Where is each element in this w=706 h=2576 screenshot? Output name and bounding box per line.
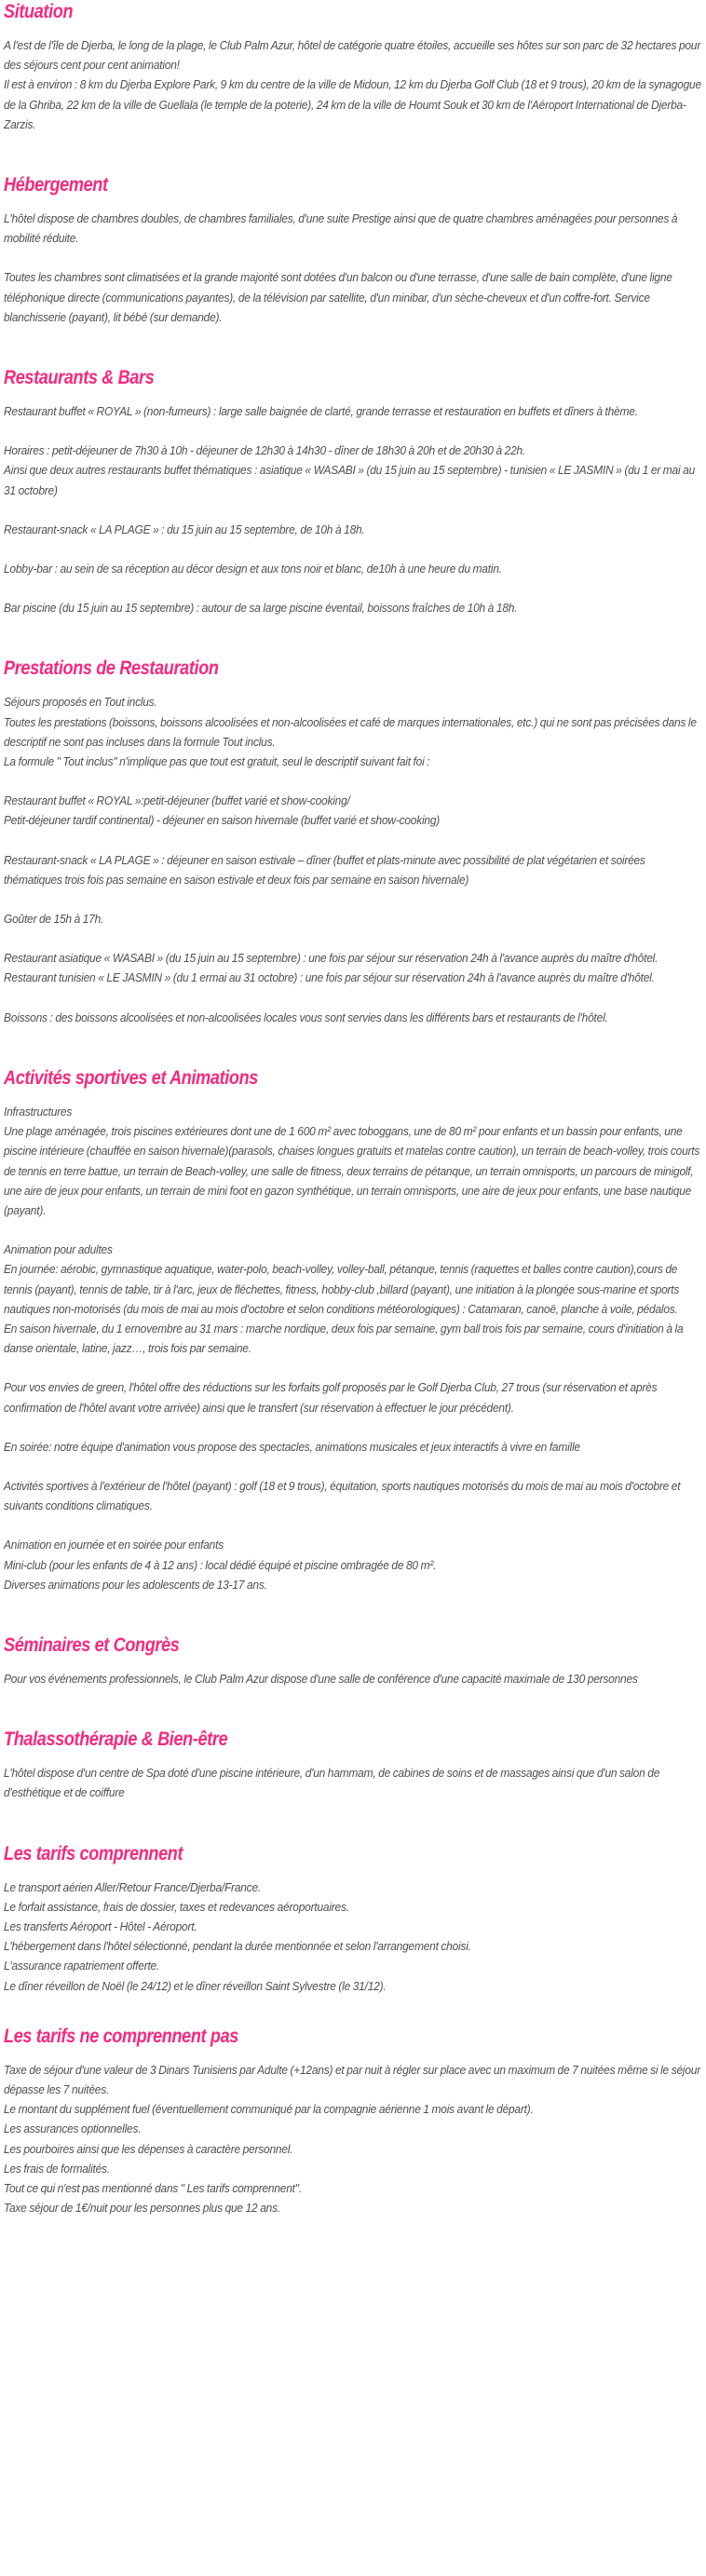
paragraph: Tout ce qui n'est pas mentionné dans " Les tarifs comprennent". bbox=[4, 2181, 302, 2195]
paragraph: Les pourboires ainsi que les dépenses à caractère personnel. bbox=[4, 2141, 293, 2156]
section-heading-thalassotherapie: Thalassothérapie & Bien-être bbox=[4, 1729, 228, 1751]
paragraph: Restaurant-snack « LA PLAGE » : du 15 juin au 15 septembre, de 10h à 18h. bbox=[4, 522, 365, 536]
paragraph: Restaurant buffet « ROYAL »:petit-déjeuner (buffet varié et show-cooking/ bbox=[4, 793, 350, 808]
section-situation bbox=[4, 0, 702, 24]
section-hebergement bbox=[4, 173, 702, 197]
paragraph-subtitle: Infrastructures bbox=[4, 1104, 73, 1119]
section-heading-seminaires-congres: Séminaires et Congrès bbox=[4, 1634, 180, 1656]
section-heading-prestations-restauration: Prestations de Restauration bbox=[4, 658, 219, 680]
paragraph: Mini-club (pour les enfants de 4 à 12 ans) : local dédié équipé et piscine ombragée de 80 m². bbox=[4, 1557, 437, 1572]
section-heading-tarifs-comprennent: Les tarifs comprennent bbox=[4, 1842, 183, 1864]
paragraph: La formule " Tout inclus" n'implique pas que tout est gratuit, seul le descriptif suivant fait foi : bbox=[4, 754, 430, 769]
paragraph: Le transport aérien Aller/Retour France/Djerba/France. bbox=[4, 1879, 261, 1894]
paragraph: Boissons : des boissons alcoolisées et non-alcoolisées locales vous sont servies dans les différents bars et restaurants de l'hôtel. bbox=[4, 1010, 608, 1024]
paragraph: En journée: aérobic, gymnastique aquatique, water-polo, beach-volley, volley-ball, pétanque, tennis (raquettes et balles contre caution),cours de tennis (payant), tennis de table, tir à l'arc, jeux de fléchettes, fitness, hobby-club ,billard (payant), une initiation à la plongée sous-marine et sports nautiques non-motorisés (du mois de mai au mois d'octobre et selon conditions météorologiques) : Catamaran, canoë, planche à voile, pédalos. bbox=[4, 1262, 680, 1316]
paragraph: Le montant du supplément fuel (éventuellement communiqué par la compagnie aérienne 1 mois avant le départ). bbox=[4, 2102, 534, 2117]
section-thalassotherapie bbox=[4, 1728, 702, 1752]
paragraph: Taxe de séjour d'une valeur de 3 Dinars Tunisiens par Adulte (+12ans) et par nuit à régler sur place avec un maximum de 7 nuitées même si le séjour dépasse les 7 nuitées. bbox=[4, 2062, 700, 2096]
paragraph: Le forfait assistance, frais de dossier, taxes et redevances aéroportuaires. bbox=[4, 1899, 349, 1914]
paragraph: Les transferts Aéroport - Hôtel - Aéroport. bbox=[4, 1918, 197, 1933]
paragraph: Restaurant buffet « ROYAL » (non-fumeurs) : large salle baignée de clarté, grande terrasse et restauration en buffets et dîners à thème. bbox=[4, 404, 638, 419]
paragraph: Petit-déjeuner tardif continental) - déjeuner en saison hivernale (buffet varié et show-cooking) bbox=[4, 813, 441, 828]
paragraph: Le dîner réveillon de Noël (le 24/12) et le dîner réveillon Saint Sylvestre (le 31/12). bbox=[4, 1978, 387, 1993]
section-prestations-restauration bbox=[4, 657, 702, 681]
paragraph: Restaurant asiatique « WASABI » (du 15 juin au 15 septembre) : une fois par séjour sur réservation 24h à l'avance auprès du maître d'hôtel. bbox=[4, 951, 658, 966]
paragraph-subtitle: Animation en journée et en soirée pour enfants bbox=[4, 1538, 224, 1552]
paragraph: Ainsi que deux autres restaurants buffet thématiques : asiatique « WASABI » (du 15 juin au 15 septembre) - tunisien « LE JASMIN » (du 1 er mai au 31 octobre) bbox=[4, 463, 696, 497]
paragraph: Pour vos événements professionnels, le Club Palm Azur dispose d'une salle de conférence d'une capacité maximale de 130 personnes bbox=[4, 1671, 638, 1686]
section-tarifs-comprennent bbox=[4, 1842, 702, 1866]
paragraph: Restaurant tunisien « LE JASMIN » (du 1 ermai au 31 octobre) : une fois par séjour sur réservation 24h à l'avance auprès du maître d'hôtel. bbox=[4, 970, 655, 985]
paragraph: L'hôtel dispose d'un centre de Spa doté d'une piscine intérieure, d'un hammam, de cabines de soins et de massages ainsi que d'un salon de d'esthétique et de coiffure bbox=[4, 1766, 660, 1800]
paragraph: Une plage aménagée, trois piscines extérieures dont une de 1 600 m² avec toboggans, une de 80 m² pour enfants et un bassin pour enfants, une piscine intérieure (chauffée en saison hivernale)(parasols, chaises longues gratuits et matelas contre caution), un terrain de beach-volley, trois courts de tennis en terre battue, un terrain de Beach-volley, une salle de fitness, deux terrains de pétanque, un terrain omnisports, un parcours de minigolf, une aire de jeux pour enfants, un terrain de mini foot en gazon synthétique, un terrain omnisports, une aire de jeux pour enfants, une base nautique (payant). bbox=[4, 1124, 700, 1217]
paragraph-subtitle: Animation pour adultes bbox=[4, 1242, 113, 1257]
paragraph: En soirée: notre équipe d'animation vous propose des spectacles, animations musicales et jeux interactifs à vivre en famille bbox=[4, 1439, 580, 1454]
paragraph: Pour vos envies de green, l'hôtel offre des réductions sur les forfaits golf proposés par le Golf Djerba Club, 27 trous (sur réservation et après confirmation de l'hôtel avant votre arrivée) ainsi que le transfert (sur réservation à effectuer le jour précédent). bbox=[4, 1380, 658, 1415]
section-restaurants-bars bbox=[4, 366, 702, 390]
paragraph: Bar piscine (du 15 juin au 15 septembre) : autour de sa large piscine éventail, boissons fraîches de 10h à 18h. bbox=[4, 601, 518, 616]
paragraph: L'hôtel dispose de chambres doubles, de chambres familiales, d'une suite Prestige ainsi que de quatre chambres aménagées pour personnes à mobilité réduite. bbox=[4, 211, 678, 246]
paragraph: Séjours proposés en Tout inclus. bbox=[4, 695, 157, 710]
paragraph: Taxe séjour de 1€/nuit pour les personnes plus que 12 ans. bbox=[4, 2201, 280, 2216]
section-heading-situation: Situation bbox=[4, 1, 74, 22]
section-heading-restaurants-bars: Restaurants & Bars bbox=[4, 367, 155, 389]
paragraph: Toutes les chambres sont climatisées et la grande majorité sont dotées d'un balcon ou d'une terrasse, d'une salle de bain complète, d'une ligne téléphonique directe (communications payantes), de la télévision par satellite, d'un minibar, d'un sèche-cheveux et d'un coffre-fort. Service blanchisserie (payant), lit bébé (sur demande). bbox=[4, 270, 672, 324]
paragraph: Horaires : petit-déjeuner de 7h30 à 10h - déjeuner de 12h30 à 14h30 - dîner de 18h30 à 20h et de 20h30 à 22h. bbox=[4, 443, 526, 458]
paragraph: A l'est de l'île de Djerba, le long de la plage, le Club Palm Azur, hôtel de catégorie quatre étoiles, accueille ses hôtes sur son parc de 32 hectares pour des séjours cent pour cent animation! bbox=[4, 38, 701, 73]
paragraph: L'hébergement dans l'hôtel sélectionné, pendant la durée mentionnée et selon l'arrangement choisi. bbox=[4, 1939, 471, 1954]
section-heading-hebergement: Hébergement bbox=[4, 174, 108, 197]
paragraph: Restaurant-snack « LA PLAGE » : déjeuner en saison estivale – dîner (buffet et plats-minute avec possibilité de plat végétarien et soirées thématiques trois fois pas semaine en saison estivale et deux fois par semaine en saison hivernale) bbox=[4, 852, 645, 887]
paragraph: Toutes les prestations (boissons, boissons alcoolisées et non-alcoolisées et café de marques internationales, etc.) qui ne sont pas précisées dans le descriptif ne sont pas incluses dans la formule Tout inclus. bbox=[4, 714, 697, 749]
paragraph: Goûter de 15h à 17h. bbox=[4, 912, 104, 927]
section-tarifs-ne-comprennent-pas bbox=[4, 2025, 702, 2049]
paragraph: Diverses animations pour les adolescents de 13-17 ans. bbox=[4, 1577, 267, 1592]
paragraph: Les frais de formalités. bbox=[4, 2161, 110, 2176]
paragraph: En saison hivernale, du 1 ernovembre au 31 mars : marche nordique, deux fois par semaine, gym ball trois fois par semaine, cours d'initiation à la danse orientale, latine, jazz…, trois fois par semaine. bbox=[4, 1321, 684, 1356]
paragraph: Activités sportives à l'extérieur de l'hôtel (payant) : golf (18 et 9 trous), équitation, sports nautiques motorisés du mois de mai au mois d'octobre et suivants conditions climatiques. bbox=[4, 1478, 681, 1513]
paragraph: Il est à environ : 8 km du Djerba Explore Park, 9 km du centre de la ville de Midoun, 12 km du Djerba Golf Club (18 et 9 trous), 20 km de la synagogue de la Ghriba, 22 km de la ville de Guellala (le temple de la poterie), 24 km de la ville de Houmt Souk et 30 km de l'Aéroport International de Djerba-Zarzis. bbox=[4, 77, 701, 131]
section-heading-tarifs-ne-comprennent-pas: Les tarifs ne comprennent pas bbox=[4, 2025, 238, 2047]
section-seminaires-congres bbox=[4, 1634, 702, 1658]
section-heading-activites-sportives: Activités sportives et Animations bbox=[4, 1066, 259, 1089]
paragraph: L'assurance rapatriement offerte. bbox=[4, 1959, 160, 1973]
paragraph: Les assurances optionnelles. bbox=[4, 2122, 142, 2136]
paragraph: Lobby-bar : au sein de sa réception au décor design et aux tons noir et blanc, de10h à une heure du matin. bbox=[4, 562, 502, 576]
section-activites-sportives bbox=[4, 1066, 702, 1091]
